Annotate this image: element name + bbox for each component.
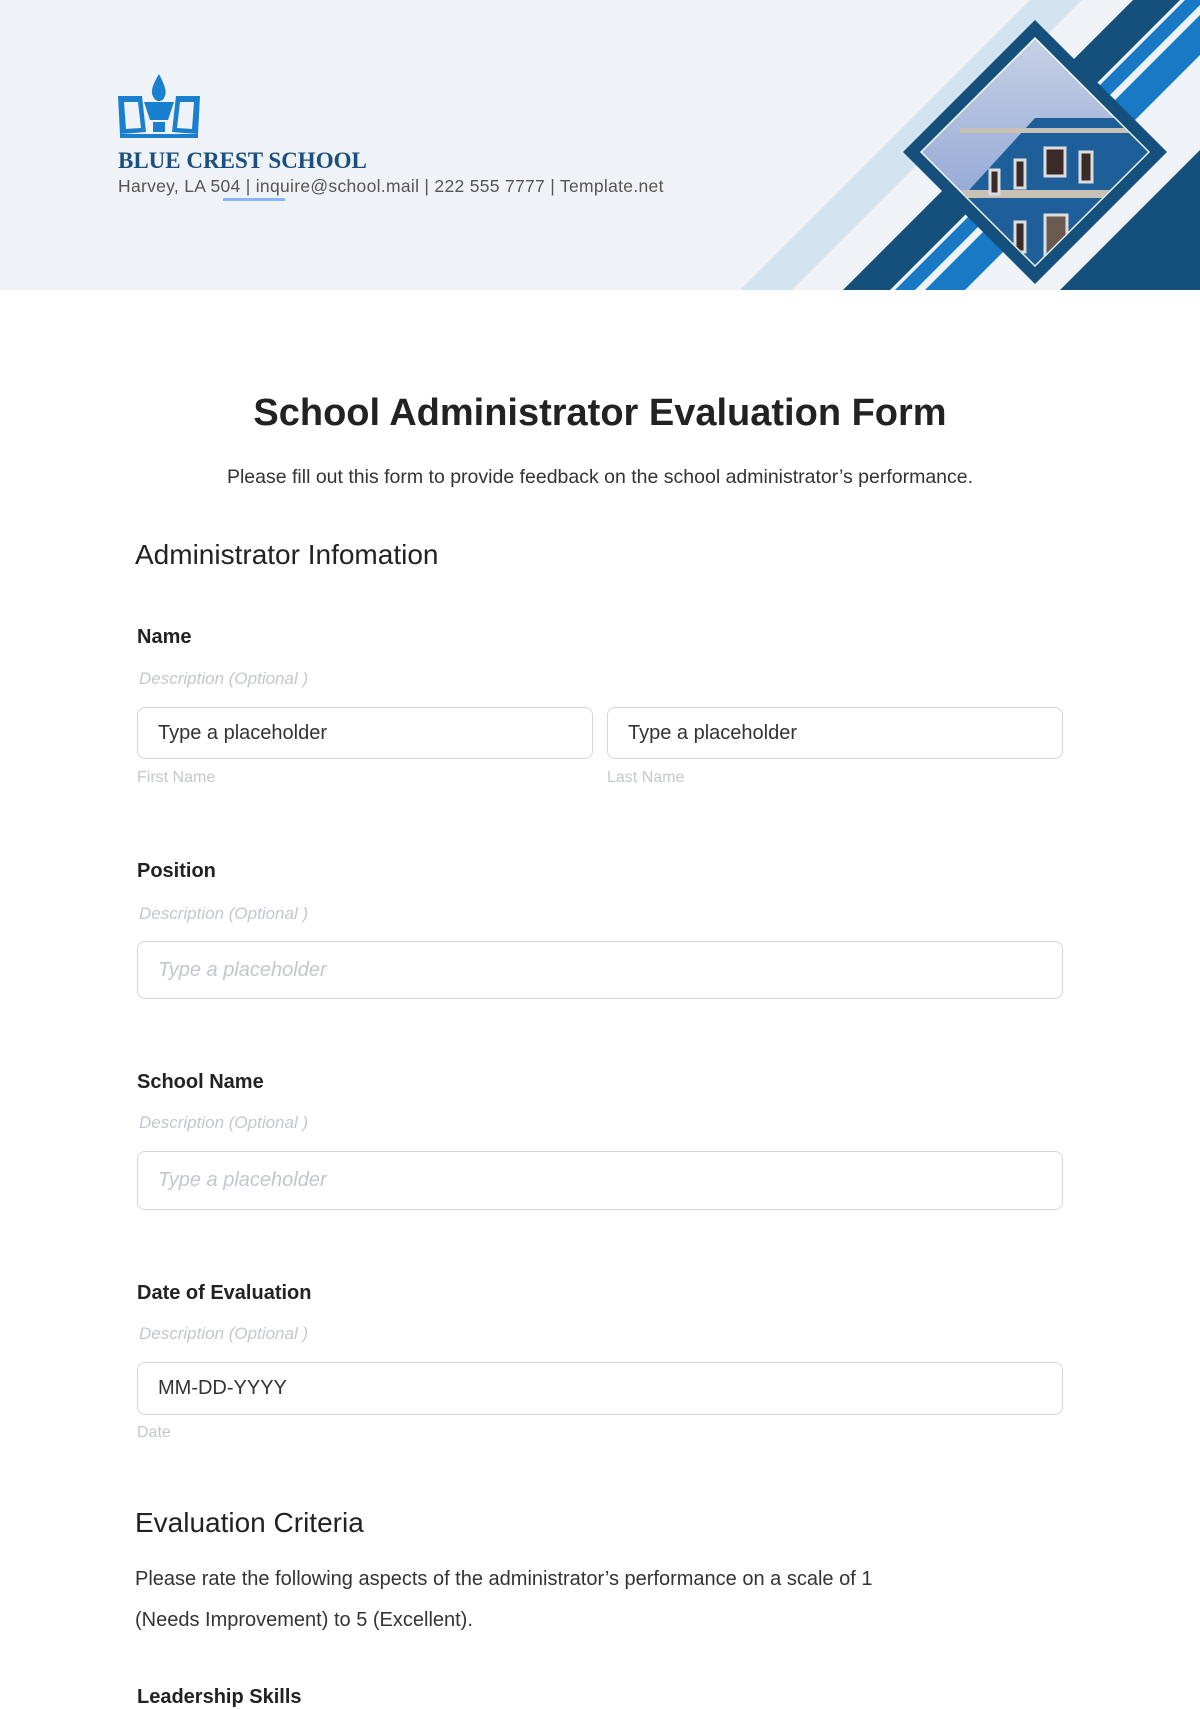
school-logo	[114, 72, 204, 140]
position-description: Description (Optional )	[139, 904, 309, 923]
last-name-sublabel: Last Name	[607, 769, 685, 786]
date-description: Description (Optional )	[139, 1324, 309, 1343]
leadership-skills-label: Leadership Skills	[137, 1686, 302, 1708]
section-heading-admin: Administrator Infomation	[135, 539, 439, 570]
position-input[interactable]: Type a placeholder	[137, 941, 1063, 999]
spellcheck-underline	[223, 198, 285, 201]
header-decoration	[0, 0, 1200, 290]
first-name-sublabel: First Name	[137, 769, 216, 786]
date-label: Date of Evaluation	[137, 1282, 312, 1304]
school-name-description: Description (Optional )	[139, 1113, 309, 1132]
criteria-intro-line1: Please rate the following aspects of the administrator’s performance on a scale of 1	[135, 1568, 873, 1590]
form-title: School Administrator Evaluation Form	[253, 392, 947, 434]
school-name-label: School Name	[137, 1071, 264, 1093]
date-sublabel: Date	[137, 1424, 171, 1441]
header-banner	[0, 0, 1200, 290]
name-description: Description (Optional )	[139, 669, 309, 688]
criteria-intro-line2: (Needs Improvement) to 5 (Excellent).	[135, 1609, 473, 1631]
contact-text: Harvey, LA 504 | inquire@school.mail | 222 555 7777 | Template.net	[118, 176, 664, 196]
criteria-intro	[135, 1559, 1035, 1641]
position-label: Position	[137, 860, 216, 882]
form-subtitle: Please fill out this form to provide feedback on the school administrator’s performance.	[226, 466, 974, 488]
first-name-input[interactable]: Type a placeholder	[137, 707, 593, 759]
name-label: Name	[137, 626, 192, 648]
last-name-input[interactable]: Type a placeholder	[607, 707, 1063, 759]
date-input[interactable]: MM-DD-YYYY	[137, 1362, 1063, 1415]
school-contact	[118, 176, 664, 197]
section-heading-criteria: Evaluation Criteria	[135, 1507, 364, 1538]
school-name: BLUE CREST SCHOOL	[118, 148, 367, 173]
school-name-input[interactable]: Type a placeholder	[137, 1151, 1063, 1210]
